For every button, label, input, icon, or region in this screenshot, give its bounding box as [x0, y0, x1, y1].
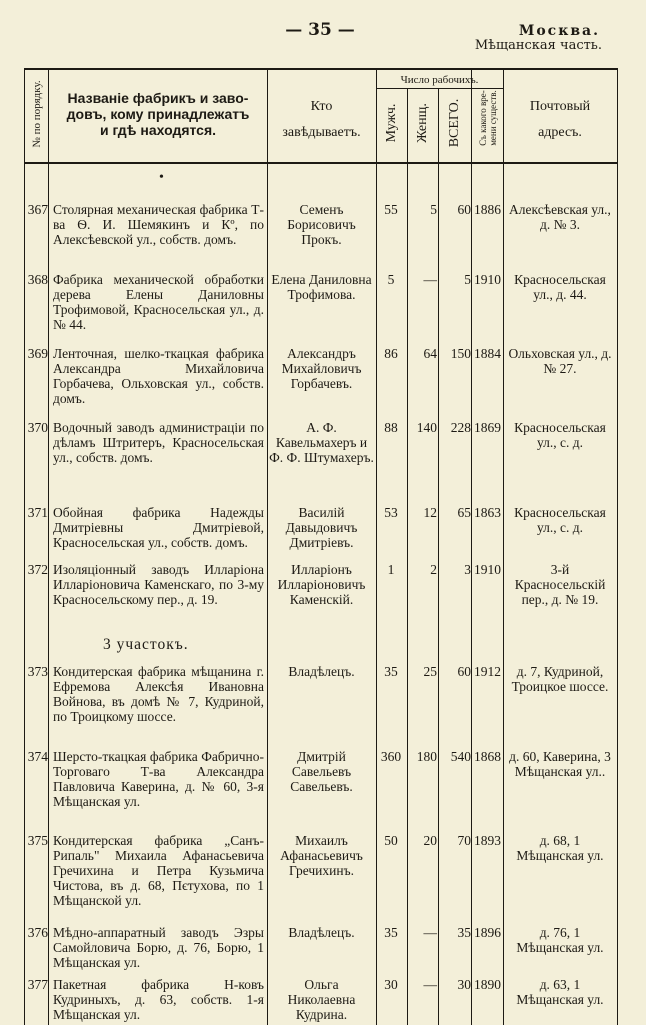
- row-number: 376: [27, 925, 48, 940]
- year-founded: 1868: [474, 749, 501, 764]
- year-founded: 1863: [474, 505, 501, 520]
- manager: Ольга Николаевна Кудрина.: [287, 977, 356, 1022]
- total-count: 540: [450, 749, 471, 764]
- women-count: 20: [423, 833, 437, 848]
- city-title: Москва.: [518, 23, 600, 39]
- factory-name: Кондитерская фабрика „Санъ-Рипаль" Михаила Афанасьевича Гречихина и Петра Кузьмича Чистова, въ д. 68, Пєтухова, по 1 Мѣщанской ул.: [53, 833, 264, 908]
- manager: А. Ф. Кавельмахеръ и Ф. Ф. Штумахеръ.: [269, 420, 374, 465]
- factory-name: Кондитерская фабрика мѣщанина г. Ефремова Алексѣя Ивановна Войнова, въ домѣ № 7, Кудриной, по Троицкому шоссе.: [53, 664, 264, 724]
- women-count: —: [423, 272, 437, 287]
- postal-address: Алексѣевская ул., д. № 3.: [509, 202, 611, 232]
- total-count: 60: [457, 202, 471, 217]
- manager: Михаилъ Афанасьевичъ Гречихинъ.: [280, 833, 363, 878]
- women-count: 12: [423, 505, 437, 520]
- row-number: 375: [27, 833, 48, 848]
- row-number: 367: [27, 202, 48, 217]
- postal-address: Красносельская ул., д. 44.: [514, 272, 606, 302]
- manager: Илларіонъ Илларіоновичъ Каменскій.: [277, 562, 366, 607]
- year-founded: 1869: [474, 420, 501, 435]
- total-count: 5: [464, 272, 471, 287]
- header-since: Съ какого вре- мени существ.: [478, 90, 498, 146]
- total-count: 150: [450, 346, 471, 361]
- total-count: 3: [464, 562, 471, 577]
- header-who: Кто завѣдываетъ.: [282, 99, 361, 140]
- women-count: —: [423, 925, 437, 940]
- total-count: 30: [457, 977, 471, 992]
- column-divider: [407, 88, 408, 1025]
- row-number: 371: [27, 505, 48, 520]
- men-count: 360: [380, 749, 402, 764]
- postal-address: Ольховская ул., д. № 27.: [508, 346, 612, 376]
- manager: Семенъ Борисовичъ Прокъ.: [287, 202, 356, 247]
- women-count: 5: [430, 202, 437, 217]
- postal-address: д. 63, 1 Мѣщанская ул.: [516, 977, 604, 1007]
- column-divider: [48, 70, 49, 1025]
- factory-name: Пакетная фабрика Н-ковъ Кудриныхъ, д. 63, собств. 1-я Мѣщанская ул.: [53, 977, 264, 1022]
- year-founded: 1912: [474, 664, 501, 679]
- factory-name: Изоляціонный заводъ Илларіона Илларіоновича Каменскаго, по 3-му Красносельскому пер., д. 19.: [53, 562, 264, 607]
- header-total: ВСЕГО.: [447, 98, 462, 148]
- men-count: 35: [384, 925, 398, 940]
- men-count: 30: [384, 977, 398, 992]
- column-divider: [438, 88, 439, 1025]
- total-count: 60: [457, 664, 471, 679]
- women-count: 140: [416, 420, 437, 435]
- men-count: 1: [387, 562, 395, 577]
- manager: Василій Давыдовичъ Дмитріевъ.: [285, 505, 358, 550]
- column-divider: [503, 70, 504, 1025]
- postal-address: д. 60, Каверина, 3 Мѣщанская ул..: [509, 749, 611, 779]
- women-count: —: [423, 977, 437, 992]
- factory-name: Мѣдно-аппаратный заводъ Эзры Самойловича Борю, д. 76, Борю, 1 Мѣщанская ул.: [53, 925, 264, 970]
- factory-table: [24, 68, 618, 1025]
- total-count: 65: [457, 505, 471, 520]
- row-number: 368: [27, 272, 48, 287]
- district-subtitle: Мѣщанская часть.: [474, 38, 602, 53]
- manager: Владѣлецъ.: [288, 664, 355, 679]
- header-name: Названіе фабрикъ и заво- довъ, кому принадлежатъ и гдѣ находятся.: [66, 90, 250, 138]
- total-count: 35: [457, 925, 471, 940]
- row-number: 374: [27, 749, 48, 764]
- postal-address: д. 7, Кудриной, Троицкое шоссе.: [511, 664, 609, 694]
- factory-name: Столярная механическая фабрика Т-ва Ѳ. И. Шемякинъ и Кº, по Алексѣевской ул., собств. домъ.: [53, 202, 264, 247]
- row-number: 369: [27, 346, 48, 361]
- women-count: 64: [423, 346, 437, 361]
- page-number: — 35 —: [285, 20, 355, 40]
- manager: Александръ Михайловичъ Горбачевъ.: [281, 346, 362, 391]
- year-founded: 1910: [474, 272, 501, 287]
- postal-address: д. 76, 1 Мѣщанская ул.: [516, 925, 604, 955]
- factory-name: Обойная фабрика Надежды Дмитріевны Дмитріевой, Красносельская ул., собств. домъ.: [53, 505, 264, 550]
- men-count: 53: [384, 505, 398, 520]
- header-women: Женщ.: [415, 103, 430, 143]
- print-dot: •: [159, 170, 164, 185]
- men-count: 55: [384, 202, 398, 217]
- header-address: Почтовый адресъ.: [529, 99, 591, 140]
- section-title: 3 участокъ.: [103, 636, 189, 653]
- total-count: 228: [450, 420, 471, 435]
- year-founded: 1893: [474, 833, 501, 848]
- year-founded: 1890: [474, 977, 501, 992]
- women-count: 25: [423, 664, 437, 679]
- manager: Дмитрій Савельевъ Савельевъ.: [290, 749, 353, 794]
- postal-address: Красносельская ул., с. д.: [514, 505, 606, 535]
- men-count: 86: [384, 346, 398, 361]
- header-workers: Число рабочихъ.: [376, 74, 503, 89]
- men-count: 35: [384, 664, 398, 679]
- table-header: № по порядку. Названіе фабрикъ и заво- довъ, кому принадлежатъ и гдѣ находятся. Кто завѣдываетъ. Число рабочихъ. Мужч. Женщ. ВСЕГО. Съ какого вре- мени существ. Почтовый адресъ.: [25, 70, 617, 164]
- factory-name: Водочный заводъ администраціи по дѣламъ Штритеръ, Красносельская ул., собств. домъ.: [53, 420, 264, 465]
- postal-address: д. 68, 1 Мѣщанская ул.: [516, 833, 604, 863]
- men-count: 50: [384, 833, 398, 848]
- manager: Елена Даниловна Трофимова.: [271, 272, 372, 302]
- postal-address: Красносельская ул., с. д.: [514, 420, 606, 450]
- factory-name: Фабрика механической обработки дерева Елены Даниловны Трофимовой, Красносельская ул., д. № 44.: [53, 272, 264, 332]
- postal-address: 3-й Красносельскій пер., д. № 19.: [514, 562, 606, 607]
- men-count: 5: [387, 272, 395, 287]
- year-founded: 1896: [474, 925, 501, 940]
- header-men: Мужч.: [384, 103, 399, 143]
- manager: Владѣлецъ.: [288, 925, 355, 940]
- men-count: 88: [384, 420, 398, 435]
- year-founded: 1886: [474, 202, 501, 217]
- women-count: 180: [416, 749, 437, 764]
- row-number: 377: [27, 977, 48, 992]
- row-number: 370: [27, 420, 48, 435]
- row-number: 373: [27, 664, 48, 679]
- total-count: 70: [457, 833, 471, 848]
- factory-name: Шерсто-ткацкая фабрика Фабрично-Торговаго Т-ва Александра Павловича Каверина, д. № 60, 3-я Мѣщанская ул.: [53, 749, 264, 809]
- year-founded: 1884: [474, 346, 501, 361]
- factory-name: Ленточная, шелко-ткацкая фабрика Александра Михайловича Горбачева, Ольховская ул., собств. домъ.: [53, 346, 264, 406]
- women-count: 2: [430, 562, 437, 577]
- row-number: 372: [27, 562, 48, 577]
- column-divider: [267, 70, 268, 1025]
- year-founded: 1910: [474, 562, 501, 577]
